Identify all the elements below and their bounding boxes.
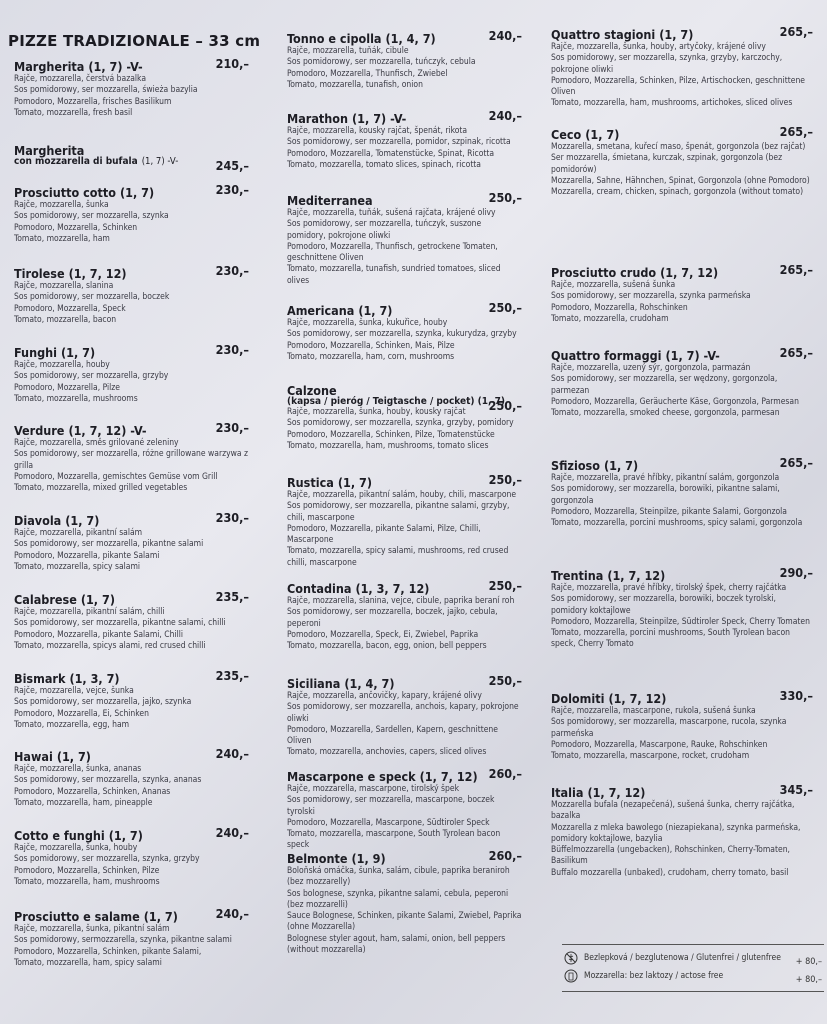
legend-price: + 80,– — [795, 975, 822, 985]
pizza-price: 250,– — [488, 472, 522, 487]
menu-item-header — [551, 688, 813, 706]
pizza-name: Prosciutto e salame — [14, 909, 140, 924]
allergens: (1, 7) — [659, 27, 694, 42]
ingredients-line: Sos pomidorowy, ser mozzarella, boczek — [14, 292, 170, 303]
menu-item — [551, 782, 813, 879]
ingredients-line: Tomato, mozzarella, ham, mushrooms, artichokes, sliced olives — [551, 98, 793, 109]
menu-item — [551, 24, 813, 110]
menu-item-header — [14, 510, 249, 528]
menu-item — [14, 746, 249, 809]
ingredients-line: Rajče, mozzarella, šunka, pikantní salám — [14, 924, 170, 934]
ingredients-line: Rajče, mozzarella, šunka, houby, kousky rajčat — [287, 407, 466, 417]
pizza-name: Cotto e funghi — [14, 828, 105, 843]
menu-item — [14, 182, 249, 245]
ingredients-line: Pomodoro, Mozzarella, frisches Basilikum — [14, 96, 172, 107]
ingredients-line: Pomodoro, Mozzarella, Mascarpone, Rauke, Rohschinken — [551, 739, 768, 750]
ingredients-line: Mozzarella z mleka bawolego (niezapiekana), szynka parmeńska, pomidory koktajlowe, bazylia — [551, 822, 801, 844]
ingredients-line: Tomato, mozzarella, mascarpone, South Tyrolean bacon speck — [287, 829, 501, 851]
ingredients-line: Pomodoro, Mozzarella, pikante Salami, Chilli — [14, 629, 183, 640]
allergens: (1, 7) — [80, 592, 115, 607]
ingredients-line: Sos pomidorowy, ser mozzarella, anchois, kapary, pokrojone oliwki — [287, 702, 519, 724]
ingredients-line: Tomato, mozzarella, tunafish, sundried tomatoes, sliced olives — [287, 264, 501, 286]
legend-row — [562, 949, 824, 967]
pizza-name: Prosciutto crudo — [551, 265, 657, 280]
menu-item — [551, 688, 813, 762]
ingredients-line: Tomato, mozzarella, ham, mushrooms, tomato slices — [287, 440, 489, 451]
menu-item-header — [287, 108, 522, 126]
ingredients-line: Buffalo mozzarella (unbaked), crudoham, cherry tomato, basil — [551, 867, 789, 878]
pizza-price: 230,– — [215, 182, 249, 197]
ingredients-line: Rajče, mozzarella, šunka, ananas — [14, 764, 142, 774]
pizza-name: Rustica — [287, 475, 334, 490]
menu-item-header — [14, 589, 249, 607]
pizza-name: Siciliana — [287, 676, 341, 691]
pizza-name: Quattro stagioni — [551, 27, 656, 42]
menu-item — [14, 263, 249, 326]
pizza-name: Calzone — [287, 383, 337, 398]
ingredients-line: Tomato, mozzarella, spicy salami — [14, 561, 141, 572]
menu-item — [14, 420, 249, 494]
pizza-price: 230,– — [215, 420, 249, 435]
ingredients-line: Tomato, mozzarella, porcini mushrooms, South Tyrolean bacon speck, Cherry Tomato — [551, 628, 791, 650]
allergens: (1, 7, 12) — [660, 265, 719, 280]
ingredients-line: Sos pomidorowy, ser mozzarella, mascarpone, rucola, szynka parmeńska — [551, 717, 787, 739]
ingredients-line: Rajče, mozzarella, pikantní salám — [14, 528, 143, 538]
ingredients-line: Pomodoro, Mozzarella, Steinpilze, Südtiroler Speck, Cherry Tomaten — [551, 616, 810, 627]
ingredients-line: Pomodoro, Mozzarella, Schinken — [14, 222, 138, 233]
menu-item-header — [551, 345, 813, 363]
ingredients-line: Sos pomidorowy, ser mozzarella, szynka parmeńska — [551, 291, 751, 302]
menu-item — [551, 262, 813, 325]
menu-item-header — [287, 380, 522, 398]
ingredients-line: Sos pomidorowy, ser mozzarella, pikantne salami, grzyby, chili, mascarpone — [287, 501, 510, 523]
page-title: PIZZE TRADIZIONALE – 33 cm — [8, 32, 261, 50]
pizza-price: 250,– — [488, 398, 522, 413]
ingredients-line: Tomato, mozzarella, ham, pineapple — [14, 797, 153, 808]
ingredients-line: Pomodoro, Mozzarella, Schinken, Mais, Pilze — [287, 340, 455, 351]
pizza-price: 240,– — [215, 746, 249, 761]
allergens: (1, 7) — [56, 749, 91, 764]
pizza-name: Trentina — [551, 568, 604, 583]
ingredients-line: Sos pomidorowy, ser mozzarella, szynka, grzyby, pomidory — [287, 418, 514, 429]
menu-item — [14, 56, 249, 119]
menu-item — [14, 825, 249, 888]
ingredients-line: Pomodoro, Mozzarella, Tomatenstücke, Spinat, Ricotta — [287, 148, 495, 159]
pizza-name: Italia — [551, 785, 584, 800]
pizza-price: 240,– — [488, 28, 522, 43]
pizza-name: Funghi — [14, 345, 57, 360]
allergens: (1, 7) -V- — [88, 59, 143, 74]
menu-item — [551, 455, 813, 529]
ingredients-line: Sos pomidorowy, ser mozzarella, tuńczyk, cebula — [287, 57, 476, 68]
ingredients-line: Rajče, mozzarella, uzený sýr, gorgonzola, parmazán — [551, 363, 751, 373]
menu-item-header — [551, 262, 813, 280]
pizza-price: 345,– — [779, 782, 813, 797]
menu-item-header — [551, 782, 813, 800]
allergens: (1, 7) -V- — [141, 156, 179, 167]
legend-row — [562, 967, 824, 985]
menu-item — [14, 906, 249, 969]
ingredients-line: Tomato, mozzarella, bacon — [14, 314, 117, 325]
legend-text: Mozzarella: bez laktozy / actose free — [584, 971, 724, 981]
pizza-name: Mascarpone e speck — [287, 769, 416, 784]
menu-item-header — [14, 746, 249, 764]
ingredients-line: Tomato, mozzarella, fresh basil — [14, 107, 133, 118]
ingredients-line: Rajče, mozzarella, šunka — [14, 200, 109, 210]
allergens: (1, 4, 7) — [385, 31, 436, 46]
ingredients-line: Rajče, mozzarella, tuňák, cibule — [287, 46, 409, 56]
allergens: (1, 7) — [337, 475, 372, 490]
ingredients-line: Sos pomidorowy, ser mozzarella, szynka, grzyby, karczochy, pokrojone oliwki — [551, 53, 783, 75]
ingredients-line: Rajče, mozzarella, pravé hříbky, pikantní salám, gorgonzola — [551, 473, 780, 483]
pizza-name: Quattro formaggi — [551, 348, 662, 363]
ingredients-line: Tomato, mozzarella, ham — [14, 233, 110, 244]
pizza-price: 235,– — [215, 589, 249, 604]
pizza-price: 250,– — [488, 190, 522, 205]
ingredients-line: Sos pomidorowy, ser mozzarella, pomidor, szpinak, ricotta — [287, 137, 511, 148]
menu-item-header — [551, 24, 813, 42]
pizza-name: Marathon — [287, 111, 349, 126]
ingredients-line: Pomodoro, Mozzarella, Schinken, Pilze, Tomatenstücke — [287, 429, 495, 440]
menu-item-header — [14, 56, 249, 74]
allergens: (1, 9) — [351, 851, 386, 866]
pizza-price: 265,– — [779, 455, 813, 470]
allergens: (1, 7) — [120, 185, 155, 200]
menu-item-header — [287, 28, 522, 46]
allergens: (1, 7) — [358, 303, 393, 318]
allergens: (1, 7, 12) — [68, 266, 127, 281]
ingredients-line: Sos pomidorowy, ser mozzarella, świeża bazylia — [14, 85, 198, 96]
ingredients-line: Sos pomidorowy, ser mozzarella, szynka, grzyby — [14, 854, 200, 865]
ingredients-line: Rajče, mozzarella, tuňák, sušená rajčata, krájené olivy — [287, 208, 496, 218]
ingredients-line: Rajče, mozzarella, vejce, šunka — [14, 686, 134, 696]
pizza-price: 250,– — [488, 673, 522, 688]
menu-item — [287, 472, 522, 569]
pizza-name: Ceco — [551, 127, 582, 142]
menu-item-header — [14, 182, 249, 200]
menu-item — [287, 848, 522, 956]
ingredients-line: Tomato, mozzarella, ham, spicy salami — [14, 957, 162, 968]
allergens: (1, 7, 12) — [419, 769, 478, 784]
ingredients-line: Rajče, mozzarella, houby — [14, 360, 110, 370]
menu-item — [287, 578, 522, 652]
ingredients-line: Büffelmozzarella (ungebacken), Rohschinken, Cherry-Tomaten, Basilikum — [551, 845, 790, 867]
ingredients-line: Rajče, mozzarella, šunka, houby, artyčoky, krájené olivy — [551, 42, 766, 52]
pizza-name: Verdure — [14, 423, 65, 438]
menu-item — [287, 300, 522, 363]
ingredients-line: Sos pomidorowy, ser mozzarella, różne grillowane warzywa z grilla — [14, 449, 249, 471]
ingredients-line: Rajče, mozzarella, pravé hříbky, tirolský špek, cherry rajčátka — [551, 583, 787, 593]
allergens: (1, 7, 12) -V- — [68, 423, 147, 438]
ingredients-line: Pomodoro, Mozzarella, gemischtes Gemüse vom Grill — [14, 471, 218, 482]
ingredients-line: Sos pomidorowy, ser mozzarella, pikantne salami — [14, 539, 204, 550]
ingredients-line: Tomato, mozzarella, spicys alami, red crused chilli — [14, 640, 206, 651]
pizza-name: Tonno e cipolla — [287, 31, 382, 46]
pizza-name: Belmonte — [287, 851, 348, 866]
ingredients-line: Rajče, mozzarella, ančovičky, kapary, krájené olivy — [287, 691, 482, 701]
menu-item — [287, 766, 522, 852]
ingredients-line: Tomato, mozzarella, mushrooms — [14, 393, 138, 404]
ingredients-line: Rajče, mozzarella, sušená šunka — [551, 280, 676, 290]
menu-item — [14, 668, 249, 731]
pizza-price: 245,– — [215, 158, 249, 173]
ingredients-line: Pomodoro, Mozzarella, Thunfisch, Zwiebel — [287, 68, 448, 79]
menu-item — [287, 190, 522, 287]
ingredients-line: Bolognese styler agout, ham, salami, onion, bell peppers (without mozzarella) — [287, 933, 506, 956]
ingredients-line: Pomodoro, Mozzarella, Steinpilze, pikante Salami, Gorgonzola — [551, 506, 787, 517]
menu-item — [287, 28, 522, 91]
ingredients-line: Mozzarella, Sahne, Hähnchen, Spinat, Gorgonzola (ohne Pomodoro) — [551, 175, 810, 186]
pizza-name: Margherita — [14, 143, 85, 158]
pizza-price: 265,– — [779, 24, 813, 39]
pizza-price: 290,– — [779, 565, 813, 580]
menu-item — [287, 673, 522, 759]
ingredients-line: Rajče, mozzarella, šunka, kukuřice, houby — [287, 318, 448, 328]
pizza-name: Americana — [287, 303, 355, 318]
allergens: (1, 7) -V- — [352, 111, 407, 126]
pizza-price: 250,– — [488, 578, 522, 593]
ingredients-line: Sos pomidorowy, ser mozzarella, borowiki, boczek tyrolski, pomidory koktajlowe — [551, 594, 776, 616]
menu-item-header — [287, 190, 522, 208]
ingredients-line: Tomato, mozzarella, bacon, egg, onion, bell peppers — [287, 641, 487, 652]
pizza-name: Tirolese — [14, 266, 65, 281]
pizza-price: 260,– — [488, 766, 522, 781]
ingredients-line: Sos pomidorowy, ser mozzarella, tuńczyk, suszone pomidory, pokrojone oliwki — [287, 219, 482, 241]
pizza-price: 230,– — [215, 263, 249, 278]
ingredients-line: Pomodoro, Mozzarella, Ei, Schinken — [14, 708, 149, 719]
pizza-price: 240,– — [215, 906, 249, 921]
ingredients-line: Sos pomidorowy, ser mozzarella, ser wędzony, gorgonzola, parmezan — [551, 374, 778, 396]
pizza-price: 260,– — [488, 848, 522, 863]
pizza-price: 265,– — [779, 345, 813, 360]
ingredients-line: Pomodoro, Mozzarella, Schinken, Pilze — [14, 865, 160, 876]
menu-item-header — [14, 668, 249, 686]
ingredients-line: Rajče, mozzarella, mascarpone, tirolský špek — [287, 784, 460, 794]
menu-item — [14, 510, 249, 573]
pizza-name: Diavola — [14, 513, 62, 528]
ingredients-line: Rajče, mozzarella, pikantní salám, chilli — [14, 607, 165, 617]
ingredients-line: Sos pomidorowy, ser mozzarella, grzyby — [14, 371, 169, 382]
allergens: (1, 7) — [603, 458, 639, 473]
ingredients-line: Tomato, mozzarella, ham, corn, mushrooms — [287, 351, 455, 362]
ingredients-line: Sos pomidorowy, sermozzarella, szynka, pikantne salami — [14, 935, 232, 946]
pizza-name: Sfizioso — [551, 458, 600, 473]
menu-item — [14, 140, 249, 173]
ingredients-line: Tomato, mozzarella, porcini mushrooms, spicy salami, gorgonzola — [551, 518, 803, 529]
menu-item-header — [287, 766, 522, 784]
ingredients-line: Rajče, mozzarella, mascarpone, rukola, sušená šunka — [551, 706, 756, 716]
menu-item — [287, 380, 522, 452]
pizza-price: 210,– — [215, 56, 249, 71]
ingredients-line: Rajče, mozzarella, pikantní salám, houby, chili, mascarpone — [287, 490, 517, 500]
ingredients-line: Sos pomidorowy, ser mozzarella, szynka — [14, 211, 169, 222]
menu-item-header — [551, 455, 813, 473]
ingredients-line: Sos pomidorowy, ser mozzarella, boczek, jajko, cebula, peperoni — [287, 607, 498, 629]
ingredients-line: Sos pomidorowy, ser mozzarella, jajko, szynka — [14, 697, 192, 708]
ingredients-line: Tomato, mozzarella, spicy salami, mushrooms, red crused chilli, mascarpone — [287, 546, 509, 568]
pizza-name: Margherita — [14, 59, 85, 74]
ingredients-line: Tomato, mozzarella, tunafish, onion — [287, 79, 423, 90]
ingredients-line: Pomodoro, Mozzarella, Schinken, Ananas — [14, 786, 171, 797]
ingredients-line: Sos pomidorowy, ser mozzarella, pikantne salami, chilli — [14, 618, 226, 629]
ingredients-line: Sauce Bolognese, Schinken, pikante Salami, Zwiebel, Paprika (ohne Mozzarella) — [287, 911, 522, 933]
ingredients-line: Pomodoro, Mozzarella, Speck — [14, 303, 126, 314]
menu-item-header — [14, 140, 249, 158]
ingredients-line: Pomodoro, Mozzarella, Mascarpone, Südtiroler Speck — [287, 817, 490, 828]
pizza-name: Prosciutto cotto — [14, 185, 117, 200]
ingredients-line: Pomodoro, Mozzarella, Sardellen, Kapern, geschnittene Oliven — [287, 724, 498, 747]
subtitle-text: (kapsa / pieróg / Teigtasche / pocket) (1, 7) — [287, 396, 505, 407]
gluten-free-icon — [564, 951, 578, 965]
menu-item-header — [551, 124, 813, 142]
ingredients-line: Tomato, mozzarella, mixed grilled vegetables — [14, 483, 188, 494]
allergens: (1, 3, 7, 12) — [355, 581, 430, 596]
ingredients-line: Pomodoro, Mozzarella, Geräucherte Käse, Gorgonzola, Parmesan — [551, 396, 799, 407]
ingredients-line: Rajče, mozzarella, kousky rajčat, špenát, rikota — [287, 126, 468, 136]
ingredients-line: Mozzarella bufala (nezapečená), sušená šunka, cherry rajčátka, bazalka — [551, 800, 795, 822]
menu-item — [551, 124, 813, 198]
ingredients-line: Boloňská omáčka, šunka, salám, cibule, paprika beraniroh (bez mozzarelly) — [287, 866, 510, 888]
pizza-name: Hawai — [14, 749, 53, 764]
ingredients-line: Pomodoro, Mozzarella, Schinken, Pilze, Artischocken, geschnittene Oliven — [551, 75, 806, 98]
pizza-name: Calabrese — [14, 592, 77, 607]
menu-item-header — [14, 263, 249, 281]
pizza-name: Contadina — [287, 581, 352, 596]
menu-item-header — [14, 906, 249, 924]
menu-item — [551, 345, 813, 419]
ingredients-line: Mozzarella, cream, chicken, spinach, gorgonzola (without tomato) — [551, 187, 804, 198]
menu-item — [14, 342, 249, 405]
allergens: (1, 7, 12) — [607, 568, 666, 583]
pizza-price: 330,– — [779, 688, 813, 703]
pizza-name: Bismark — [14, 671, 66, 686]
menu-item-header — [287, 673, 522, 691]
ingredients-line: Sos pomidorowy, ser mozzarella, borowiki, pikantne salami, gorgonzola — [551, 484, 780, 506]
menu-item — [14, 589, 249, 652]
ingredients-line: Sos pomidorowy, ser mozzarella, mascarpone, boczek tyrolski — [287, 795, 495, 817]
menu-item-header — [287, 300, 522, 318]
pizza-name: Dolomiti — [551, 691, 605, 706]
ingredients-line: Pomodoro, Mozzarella, Pilze — [14, 382, 120, 393]
menu-item — [551, 565, 813, 651]
allergens: (1, 4, 7) — [344, 676, 395, 691]
ingredients-line: Pomodoro, Mozzarella, Schinken, pikante Salami, — [14, 946, 202, 957]
menu-item-header — [14, 825, 249, 843]
ingredients-line: Rajče, mozzarella, čerstvá bazalka — [14, 74, 146, 84]
pizza-price: 230,– — [215, 510, 249, 525]
ingredients-line: Tomato, mozzarella, egg, ham — [14, 719, 130, 730]
allergens: (1, 7) — [585, 127, 620, 142]
legend-text: Bezlepková / bezglutenowa / Glutenfrei / glutenfree — [584, 953, 781, 963]
allergens: (1, 7) — [108, 828, 143, 843]
pizza-price: 235,– — [215, 668, 249, 683]
menu-item-header — [14, 420, 249, 438]
allergens: (1, 7, 12) — [608, 691, 667, 706]
legend — [562, 944, 824, 992]
allergens: (1, 7) — [143, 909, 178, 924]
lactose-free-icon — [564, 969, 578, 983]
ingredients-line: Mozzarella, smetana, kuřecí maso, špenát, gorgonzola (bez rajčat) — [551, 142, 806, 152]
allergens: (1, 7, 12) — [587, 785, 646, 800]
ingredients-line: Ser mozzarella, śmietana, kurczak, szpinak, gorgonzola (bez pomidorów) — [551, 153, 783, 175]
allergens: (1, 7) — [61, 345, 96, 360]
ingredients-line: Pomodoro, Mozzarella, pikante Salami — [14, 550, 160, 561]
ingredients-line: Tomato, mozzarella, smoked cheese, gorgonzola, parmesan — [551, 408, 780, 419]
pizza-price: 265,– — [779, 124, 813, 139]
allergens: (1, 7) -V- — [665, 348, 720, 363]
ingredients-line: Sos bolognese, szynka, pikantne salami, cebula, peperoni (bez mozzarelli) — [287, 888, 509, 910]
ingredients-line: Rajče, mozzarella, slanina — [14, 281, 114, 291]
allergens: (1, 7) — [65, 513, 100, 528]
ingredients-line: Tomato, mozzarella, mascarpone, rocket, crudoham — [551, 751, 750, 762]
pizza-name: Mediterranea — [287, 193, 373, 208]
ingredients-line: Rajče, mozzarella, slanina, vejce, cibule, paprika beraní roh — [287, 596, 515, 606]
menu-item — [287, 108, 522, 171]
ingredients-line: Sos pomidorowy, ser mozzarella, szynka, kukurydza, grzyby — [287, 329, 517, 340]
ingredients-line: Pomodoro, Mozzarella, Thunfisch, getrockene Tomaten, geschnittene Oliven — [287, 241, 498, 264]
menu-item-header — [287, 578, 522, 596]
menu-item-header — [287, 848, 522, 866]
ingredients-line: Rajče, mozzarella, směs grilované zeleniny — [14, 438, 179, 448]
ingredients-line: Tomato, mozzarella, crudoham — [551, 313, 669, 324]
allergens: (1, 3, 7) — [69, 671, 120, 686]
ingredients-line: Tomato, mozzarella, tomato slices, spinach, ricotta — [287, 159, 481, 170]
menu-item-header — [287, 472, 522, 490]
legend-price: + 80,– — [795, 957, 822, 967]
ingredients-line: Sos pomidorowy, ser mozzarella, szynka, ananas — [14, 775, 202, 786]
ingredients-line: Tomato, mozzarella, ham, mushrooms — [14, 876, 160, 887]
subtitle-text: con mozzarella di bufala — [14, 156, 138, 167]
ingredients-line: Pomodoro, Mozzarella, Rohschinken — [551, 302, 688, 313]
pizza-price: 240,– — [488, 108, 522, 123]
ingredients-line: Pomodoro, Mozzarella, pikante Salami, Pilze, Chilli, Mascarpone — [287, 523, 481, 546]
pizza-price: 230,– — [215, 342, 249, 357]
menu-item-header — [14, 342, 249, 360]
ingredients-line: Tomato, mozzarella, anchovies, capers, sliced olives — [287, 747, 487, 758]
pizza-price: 240,– — [215, 825, 249, 840]
pizza-price: 250,– — [488, 300, 522, 315]
ingredients-line: Pomodoro, Mozzarella, Speck, Ei, Zwiebel, Paprika — [287, 629, 479, 640]
ingredients-line: Rajče, mozzarella, šunka, houby — [14, 843, 138, 853]
pizza-price: 265,– — [779, 262, 813, 277]
menu-item-header — [551, 565, 813, 583]
